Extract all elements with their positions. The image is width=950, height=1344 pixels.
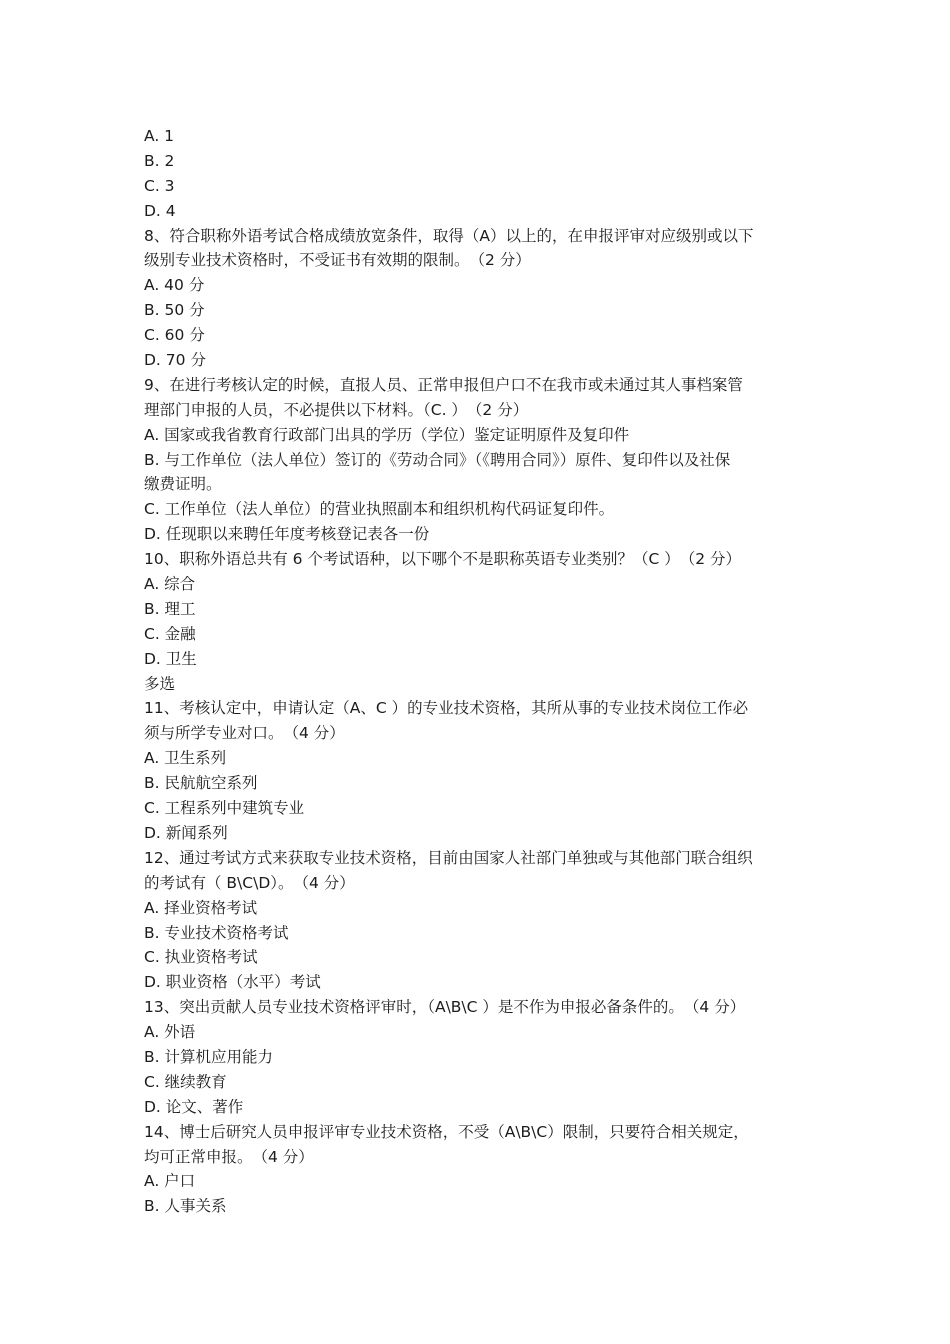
option-line: D. 新闻系列 <box>144 823 228 842</box>
question-12-line-2: 的考试有（ B\C\D）。 （4 分） <box>144 873 355 892</box>
option-line: B. 专业技术资格考试 <box>144 923 289 942</box>
option-line: A. 择业资格考试 <box>144 898 258 917</box>
option-line: C. 60 分 <box>144 326 205 345</box>
option-line: C. 继续教育 <box>144 1072 227 1091</box>
question-8-line-1: 8、符合职称外语考试合格成绩放宽条件，取得（A）以上的，在申报评审对应级别或以下 <box>144 226 754 245</box>
question-11-line-1: 11、考核认定中，申请认定（A、C ）的专业技术资格，其所从事的专业技术岗位工作必 <box>144 699 749 718</box>
option-line: B. 理工 <box>144 599 196 618</box>
option-line: B. 50 分 <box>144 301 205 320</box>
question-12-line-1: 12、通过考试方式来获取专业技术资格，目前由国家人社部门单独或与其他部门联合组织 <box>144 848 753 867</box>
option-line: D. 卫生 <box>144 649 197 668</box>
option-line: C. 3 <box>144 176 175 195</box>
question-8-line-2: 级别专业技术资格时，不受证书有效期的限制。 （2 分） <box>144 251 531 270</box>
document-page <box>144 124 814 1219</box>
option-line: A. 1 <box>144 127 175 145</box>
option-line: C. 执业资格考试 <box>144 948 258 967</box>
option-line: B. 计算机应用能力 <box>144 1047 273 1066</box>
option-line: D. 任现职以来聘任年度考核登记表各一份 <box>144 525 430 544</box>
option-line-continued: 缴费证明。 <box>144 475 222 494</box>
option-line: B. 2 <box>144 151 175 170</box>
option-line: A. 外语 <box>144 1023 196 1042</box>
option-line: C. 工作单位（法人单位）的营业执照副本和组织机构代码证复印件。 <box>144 500 615 519</box>
question-13-line-1: 13、突出贡献人员专业技术资格评审时，（A\B\C ）是不作为申报必备条件的。 （4 分） <box>144 998 746 1017</box>
question-10-line-1: 10、职称外语总共有 6 个考试语种，以下哪个不是职称英语专业类别？（C ） （2 分） <box>144 550 741 569</box>
option-line: A. 户口 <box>144 1172 196 1191</box>
option-line: C. 金融 <box>144 624 196 643</box>
question-9-line-2: 理部门申报的人员，不必提供以下材料。（C. ） （2 分） <box>144 400 529 419</box>
option-line: C. 工程系列中建筑专业 <box>144 799 305 818</box>
question-14-line-2: 均可正常申报。 （4 分） <box>144 1147 314 1166</box>
option-line: D. 论文、著作 <box>144 1097 244 1116</box>
option-line: B. 与工作单位（法人单位）签订的《劳动合同》（《聘用合同》）原件、复印件以及社保 <box>144 450 731 469</box>
question-11-line-2: 须与所学专业对口。 （4 分） <box>144 724 345 743</box>
option-line: D. 4 <box>144 201 176 220</box>
option-line: D. 70 分 <box>144 351 206 370</box>
question-9-line-1: 9、在进行考核认定的时候，直报人员、正常申报但户口不在我市或未通过其人事档案管 <box>144 375 743 394</box>
option-line: A. 国家或我省教育行政部门出具的学历（学位）鉴定证明原件及复印件 <box>144 425 630 444</box>
option-line: D. 职业资格（水平）考试 <box>144 973 321 992</box>
option-line: B. 人事关系 <box>144 1197 227 1216</box>
option-line: B. 民航航空系列 <box>144 774 258 793</box>
question-14-line-1: 14、博士后研究人员申报评审专业技术资格，不受（A\B\C）限制，只要符合相关规定， <box>144 1122 749 1141</box>
section-heading-multiple-choice: 多选 <box>144 674 176 693</box>
option-line: A. 卫生系列 <box>144 749 227 768</box>
option-line: A. 综合 <box>144 575 196 594</box>
option-line: A. 40 分 <box>144 276 205 295</box>
